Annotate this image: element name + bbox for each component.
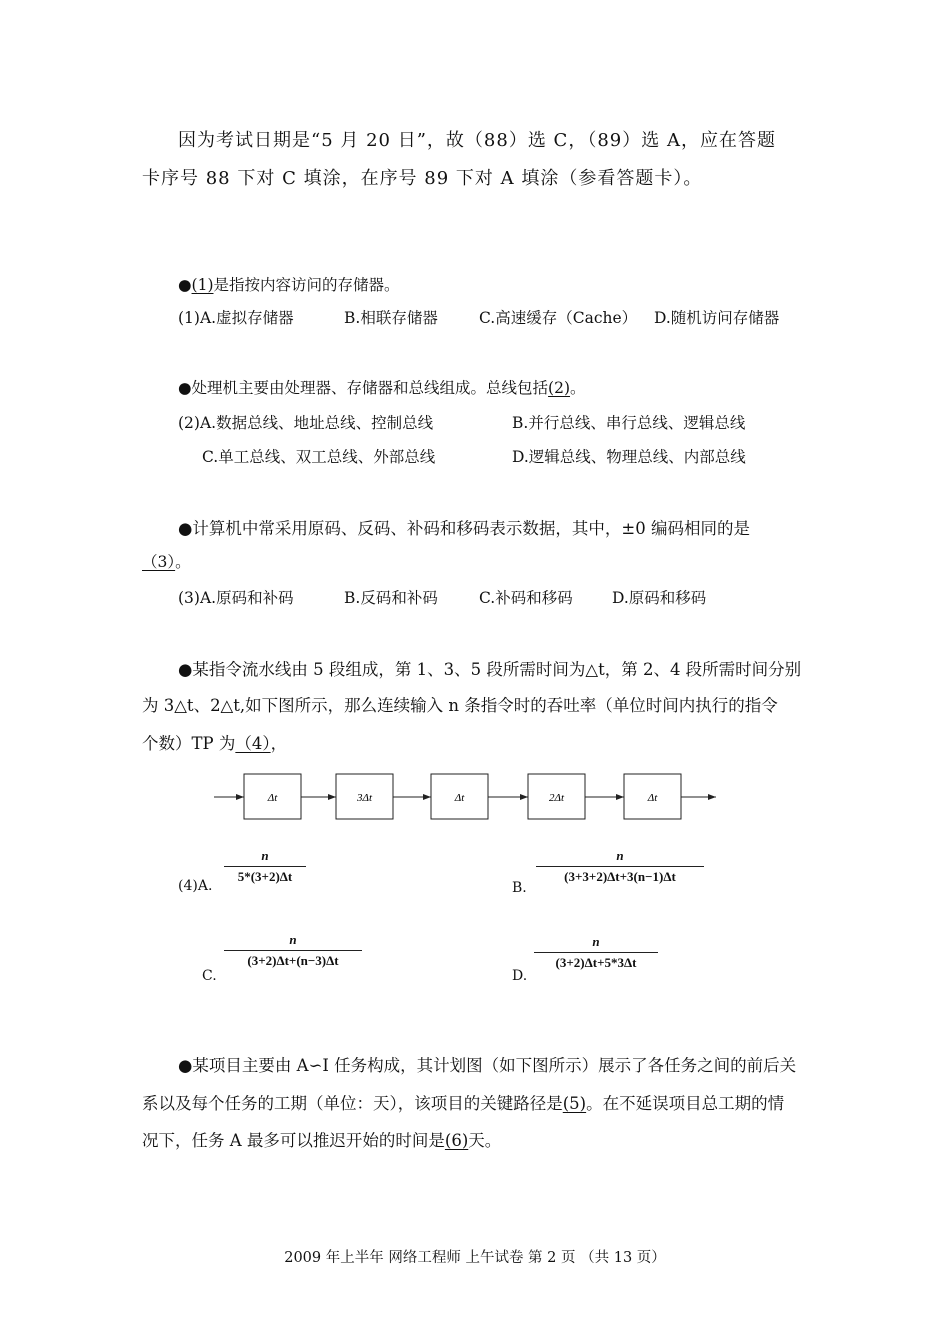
bullet: ● <box>178 276 192 294</box>
q3-option-a: (3)A.原码和补码 <box>178 589 294 607</box>
q4-option-b-label: B. <box>512 880 527 896</box>
q1-option-b: B.相联存储器 <box>344 309 438 327</box>
question-1 <box>178 273 400 295</box>
q1-option-a: (1)A.虚拟存储器 <box>178 309 294 327</box>
question-3-line-1 <box>178 515 750 539</box>
answer-blank-1: (1) <box>191 276 214 294</box>
question-4-end: ， <box>270 734 288 753</box>
question-2 <box>178 376 586 398</box>
pipeline-stage-2-label: 3Δt <box>356 792 373 804</box>
q4-option-a-label: (4)A. <box>178 878 213 894</box>
question-4-text-1: 某指令流水线由 5 段组成，第 1、3、5 段所需时间为△t，第 2、4 段所需时间分别 <box>192 660 802 679</box>
answer-blank-3: （3） <box>142 553 176 571</box>
answer-blank-5: (5) <box>562 1094 587 1113</box>
bullet: ● <box>178 379 192 397</box>
question-5-text-2-end: 。在不延误项目总工期的情 <box>586 1094 785 1113</box>
q4-option-c-formula <box>224 932 362 969</box>
q4-option-d-label: D. <box>512 968 528 984</box>
answer-blank-4: （4） <box>235 734 271 753</box>
bullet: ● <box>178 519 193 538</box>
q1-option-d: D.随机访问存储器 <box>654 309 780 327</box>
formula-denominator: 5*(3+2)Δt <box>224 866 306 885</box>
question-5-text-2: 系以及每个任务的工期（单位：天），该项目的关键路径是 <box>142 1094 563 1113</box>
formula-numerator: n <box>261 848 269 863</box>
formula-numerator: n <box>592 934 600 949</box>
question-6-text: 况下，任务 A 最多可以推迟开始的时间是 <box>142 1131 445 1150</box>
intro-line-1: 因为考试日期是“5 月 20 日”，故（88）选 C，（89）选 A，应在答题 <box>178 130 776 151</box>
q2-option-b: B.并行总线、串行总线、逻辑总线 <box>512 414 746 432</box>
formula-numerator: n <box>289 932 297 947</box>
q4-option-c-label: C. <box>202 968 217 984</box>
page-footer: 2009 年上半年 网络工程师 上午试卷 第 2 页 （共 13 页） <box>284 1250 666 1266</box>
pipeline-stage-3-label: Δt <box>454 792 465 804</box>
bullet: ● <box>178 660 193 679</box>
intro-line-2: 卡序号 88 下对 C 填涂，在序号 89 下对 A 填涂（参看答题卡）。 <box>142 168 703 189</box>
pipeline-stage-4-label: 2Δt <box>548 792 565 804</box>
formula-numerator: n <box>616 848 624 863</box>
formula-denominator: (3+2)Δt+(n−3)Δt <box>224 950 362 969</box>
question-4-line-3 <box>142 730 287 754</box>
question-5-text-1: 某项目主要由 A∽I 任务构成，其计划图（如下图所示）展示了各任务之间的前后关 <box>192 1056 797 1075</box>
question-5-line-3 <box>142 1127 501 1151</box>
answer-blank-6: (6) <box>444 1131 469 1150</box>
q2-option-d: D.逻辑总线、物理总线、内部总线 <box>512 448 746 466</box>
bullet: ● <box>178 1056 193 1075</box>
q4-option-a-formula <box>224 848 306 885</box>
q4-option-d-formula <box>534 934 658 971</box>
question-5-line-1 <box>178 1052 796 1076</box>
question-2-end: 。 <box>570 379 586 397</box>
pipeline-diagram <box>200 768 740 828</box>
q4-option-b-formula <box>536 848 704 885</box>
question-6-end: 天。 <box>468 1131 502 1150</box>
formula-denominator: (3+3+2)Δt+3(n−1)Δt <box>536 866 704 885</box>
question-4-line-1 <box>178 656 801 680</box>
pipeline-stage-1-label: Δt <box>267 792 278 804</box>
question-4-text-3: 个数）TP 为 <box>142 734 236 753</box>
q3-option-c: C.补码和移码 <box>479 589 573 607</box>
question-2-text: 处理机主要由处理器、存储器和总线组成。总线包括 <box>191 379 549 397</box>
formula-denominator: (3+2)Δt+5*3Δt <box>534 952 658 971</box>
q1-option-c: C.高速缓存（Cache） <box>479 309 638 327</box>
question-1-text: 是指按内容访问的存储器。 <box>213 276 400 294</box>
answer-blank-2: (2) <box>548 379 571 397</box>
pipeline-stage-5-label: Δt <box>647 792 658 804</box>
q2-option-a: (2)A.数据总线、地址总线、控制总线 <box>178 414 434 432</box>
q3-option-b: B.反码和补码 <box>344 589 438 607</box>
question-4-line-2: 为 3△t、2△t,如下图所示，那么连续输入 n 条指令时的吞吐率（单位时间内执行的指令 <box>142 696 778 715</box>
q3-option-d: D.原码和移码 <box>612 589 707 607</box>
q2-option-c: C.单工总线、双工总线、外部总线 <box>202 448 436 466</box>
question-3-line-2 <box>142 550 191 572</box>
question-5-line-2 <box>142 1090 784 1114</box>
question-3-end: 。 <box>175 553 191 571</box>
question-3-text: 计算机中常采用原码、反码、补码和移码表示数据，其中，±0 编码相同的是 <box>192 519 750 538</box>
